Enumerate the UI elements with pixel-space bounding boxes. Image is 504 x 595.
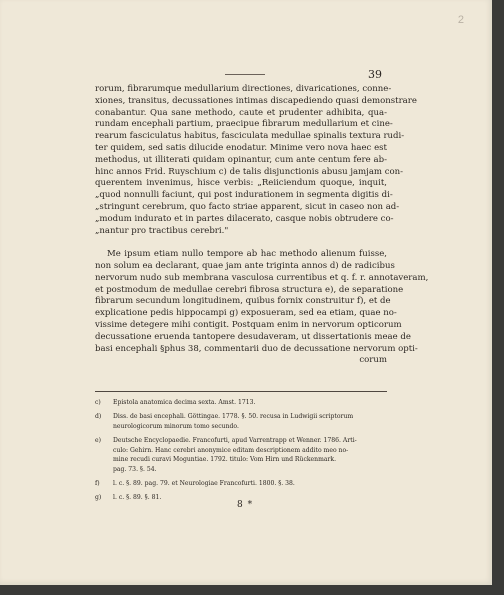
footnote-line: l. c. §. 89. pag. 79. et Neurologiae Francofurti. 1800. §. 38. [113,479,295,487]
paragraph-gap [95,237,387,249]
footnote [95,436,387,474]
footnote-line: l. c. §. 89. §. 81. [113,494,162,502]
body-line: vissime detegere mihi contigit. Postquam enim in nervorum opticorum [95,319,402,330]
footnote-line: mine recudi curavi Moguntiae. 1792. titulo: Vom Hirn und Rückenmark. [113,456,337,464]
body-line: „modum indurato et in partes dilacerato, casque nobis obtrudere co- [95,213,394,224]
body-line: rearum fasciculatus habitus, fasciculata medullae spinalis textura rudi- [95,131,405,142]
footnote-mark: c) [95,399,101,406]
body-line: rundam encephali partium, praecipue fibrarum medullarium et cine- [95,119,393,130]
body-line: non solum ea declarant, quae jam ante triginta annos d) de radicibus [95,260,395,271]
body-line: rorum, fibrarumque medullarium directiones, divaricationes, conne- [95,84,392,94]
footnote-line: Deutsche Encyclopaedie. Francofurti, apud Varrentrapp et Wenner. 1786. Arti- [113,436,357,444]
footnote-mark: f) [95,479,100,487]
signature-mark: 8 * [237,500,254,510]
body-line: decussatione eruenda tantopere desudaveram, ut dissertationis meae de [95,331,411,342]
body-line: nervorum nudo sub membrana vasculosa currentibus et q. f. r. annotaveram, [95,272,429,283]
footnote-line: Epistola anatomica decima sexta. Amst. 1713. [113,399,256,406]
footnote-line: Diss. de basi encephali. Göttingae. 1778. §. 50. recusa in Ludwigii scriptorum [113,413,354,421]
body-line: ter quidem, sed satis dilucide enodatur. Minime vero nova haec est [95,142,387,153]
footnote-mark: d) [95,413,102,421]
page-number: 39 [368,68,382,81]
body-line: „nantur pro tractibus cerebri." [95,225,229,236]
body-line: methodus, ut illiterati quidam opinantur, cum ante centum fere ab- [95,154,387,165]
body-line: „quod nonnulli faciunt, qui post indurationem in segmenta digitis di- [95,190,393,201]
body-line: querentem invenimus, hisce verbis: „Reiiciendum quoque, inquit, [95,178,387,189]
footnote-mark: e) [95,436,101,444]
body-line: explicatione pedis hippocampi g) exposueram, sed ea etiam, quae no- [95,308,397,319]
corner-pencil-mark: 2 [457,14,464,26]
body-line: fibrarum secundum longitudinem, quibus fornix construitur f), et de [95,296,391,307]
catchword: corum [359,355,387,366]
body-line: conabantur. Qua sane methodo, caute et prudenter adhibita, qua- [95,107,387,118]
footnotes [95,398,387,507]
footnote-line: pag. 73. §. 54. [113,465,157,473]
footnote-line: neurologicorum minorum tomo secundo. [113,422,239,430]
body-line: xiones, transitus, decussationes intimas discapediendo quasi demonstrare [95,95,417,106]
footnote [95,398,387,408]
body-text [95,84,429,367]
footnote [95,412,387,431]
footnote-separator [95,391,387,392]
footnote-mark: g) [95,494,102,502]
body-line: hinc annos Frid. Ruyschium c) de talis disjunctionis abusu jamjam con- [95,166,404,177]
body-line: „stringunt cerebrum, quo facto striae apparent, sicut in caseo non ad- [95,201,400,212]
footnote [95,479,387,489]
body-line: basi encephali §phus 38, commentarii duo de decussatione nervorum opti- [95,343,418,354]
footnote-line: culo: Gehirn. Hanc cerebri anonymice editam descriptionem addito meo no- [113,446,349,454]
body-line: et postmodum de medullae cerebri fibrosa structura e), de separatione [95,284,404,295]
header-rule [225,74,265,75]
body-line: Me ipsum etiam nullo tempore ab hac methodo alienum fuisse, [107,249,387,260]
